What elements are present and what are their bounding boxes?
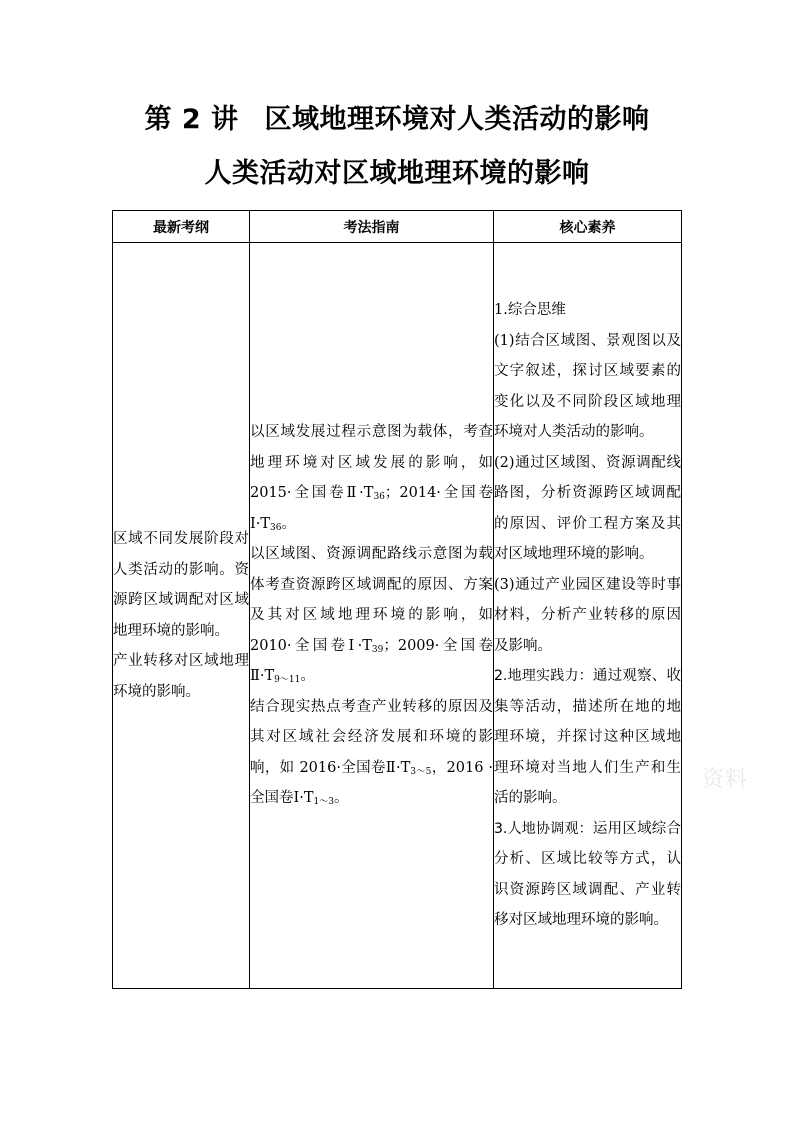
literacy-item-4: 2.地理实践力：通过观察、收集等活动，描述所在地的地理环境，并探讨这种区域地理环境对当地人们生产和生活的影响。 bbox=[494, 668, 682, 807]
literacy-heading-2: 2.地理实践力： bbox=[494, 668, 593, 685]
page-title-line1 bbox=[0, 97, 794, 136]
syllabus-cell bbox=[113, 243, 250, 989]
header-exam-guide: 考法指南 bbox=[250, 211, 494, 243]
table-header-row bbox=[113, 211, 682, 243]
exam-guide-item-3: 结合现实热点考查产业转移的原因及其对区域社会经济发展和环境的影响，如 2016·全国卷$Ⅱ\cdot T_{3\sim 5}$，2016 · 全国卷$Ⅰ\cdot T_{1\sim 3}$。 bbox=[250, 698, 493, 808]
table-row bbox=[113, 243, 682, 989]
lesson-number: 第 2 讲 bbox=[144, 104, 239, 135]
curriculum-table bbox=[112, 210, 682, 989]
exam-guide-cell bbox=[250, 243, 494, 989]
syllabus-item-1: 区域不同发展阶段对人类活动的影响。资源跨区域调配对区域地理环境的影响。 bbox=[113, 531, 249, 639]
literacy-item-3: (3)通过产业园区建设等时事材料，分析产业转移的原因及影响。 bbox=[494, 576, 681, 654]
watermark: 资料 bbox=[702, 767, 749, 792]
literacy-item-2: (2)通过区域图、资源调配线路图，分析资源跨区域调配的原因、评价工程方案及其对区域地理环境的影响。 bbox=[494, 454, 681, 563]
exam-guide-item-2: 以区域图、资源调配路线示意图为载体考查资源跨区域调配的原因、方案及其对区域地理环境的影响，如 2010·全国卷$Ⅰ\cdot T_{39}$；2009·全国卷$Ⅱ\cdot T_{9\sim 11}$。 bbox=[250, 546, 493, 686]
literacy-item-1: (1)结合区域图、景观图以及文字叙述，探讨区域要素的变化以及不同阶段区域地理环境对人类活动的影响。 bbox=[494, 332, 681, 441]
exam-guide-item-1: 以区域发展过程示意图为载体，考查地理环境对区域发展的影响，如 2015·全国卷$Ⅱ\cdot T_{36}$；2014·全国卷$Ⅰ\cdot T_{36}$。 bbox=[250, 424, 493, 533]
literacy-heading-3: 3.人地协调观： bbox=[494, 820, 593, 837]
literacy-item-5: 3.人地协调观：运用区域综合分析、区域比较等方式，认识资源跨区域调配、产业转移对区域地理环境的影响。 bbox=[494, 820, 682, 929]
core-literacy-cell bbox=[494, 243, 682, 989]
lesson-title: 区域地理环境对人类活动的影响 bbox=[264, 104, 650, 135]
literacy-heading-1: 1.综合思维 bbox=[494, 302, 566, 319]
header-latest-syllabus: 最新考纲 bbox=[113, 211, 250, 243]
page-title-line2: 人类活动对区域地理环境的影响 bbox=[204, 158, 590, 189]
syllabus-item-2: 产业转移对区域地理环境的影响。 bbox=[113, 653, 249, 700]
header-core-literacy: 核心素养 bbox=[494, 211, 682, 243]
